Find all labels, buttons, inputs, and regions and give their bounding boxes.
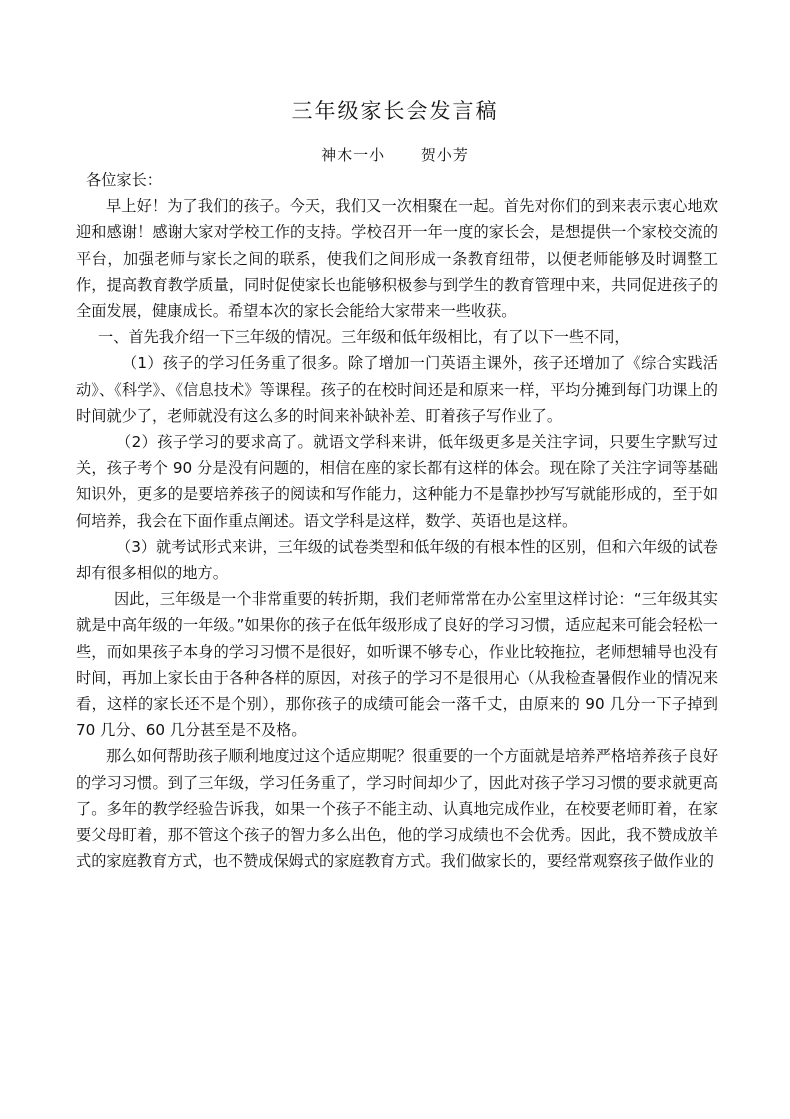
document-body — [76, 167, 718, 874]
paragraph-point-3: （3）就考试形式来讲，三年级的试卷类型和低年级的有根本性的区别，但和六年级的试卷却有很多相似的地方。 — [76, 537, 718, 583]
paragraph-habits: 那么如何帮助孩子顺利地度过这个适应期呢？很重要的一个方面就是培养严格培养孩子良好的学习习惯。到了三年级，学习任务重了，学习时间却少了，因此对孩子学习习惯的要求就更高了。多年的教学经验告诉我，如果一个孩子不能主动、认真地完成作业，在校要老师盯着，在家要父母盯着，那不管这个孩子的智力多么出色，他的学习成绩也不会优秀。因此，我不赞成放羊式的家庭教育方式，也不赞成保姆式的家庭教育方式。我们做家长的，要经常观察孩子做作业的 — [76, 747, 718, 871]
paragraph-point-2: （2）孩子学习的要求高了。就语文学科来讲，低年级更多是关注字词，只要生字默写过关，孩子考个 90 分是没有问题的，相信在座的家长都有这样的体会。现在除了关注字词等基础知识外，更多的是要培养孩子的阅读和写作能力，这种能力不是靠抄抄写写就能形成的，至于如何培养，我会在下面作重点阐述。语文学科是这样，数学、英语也是这样。 — [76, 433, 718, 530]
paragraph-point-1: （1）孩子的学习任务重了很多。除了增加一门英语主课外，孩子还增加了《综合实践活动》、《科学》、《信息技术》等课程。孩子的在校时间还是和原来一样，平均分摊到每门功课上的时间就少了，老师就没有这么多的时间来补缺补差、盯着孩子写作业了。 — [76, 354, 718, 425]
byline — [0, 143, 790, 167]
document-title: 三年级家长会发言稿 — [291, 99, 499, 123]
paragraph-therefore: 因此，三年级是一个非常重要的转折期，我们老师常常在办公室里这样讨论：“三年级其实就是中高年级的一年级。”如果你的孩子在低年级形成了良好的学习习惯，适应起来可能会轻松一些，而如果孩子本身的学习习惯不是很好，如听课不够专心，作业比较拖拉，老师想辅导也没有时间，再加上家长由于各种各样的原因，对孩子的学习不是很用心（从我检查暑假作业的情况来看，这样的家长还不是个别），那你孩子的成绩可能会一落千丈，由原来的 90 几分一下子掉到 70 几分、60 几分甚至是不及格。 — [76, 590, 718, 740]
school-name: 神木一小 — [321, 146, 386, 164]
paragraph-greeting: 早上好！为了我们的孩子。今天，我们又一次相聚在一起。首先对你们的到来表示衷心地欢迎和感谢！感谢大家对学校工作的支持。学校召开一年一度的家长会，是想提供一个家校交流的平台，加强老师与家长之间的联系，使我们之间形成一条教育纽带，以便老师能够及时调整工作，提高教育教学质量，同时促使家长也能够积极参与到学生的教育管理中来，共同促进孩子的全面发展，健康成长。希望本次的家长会能给大家带来一些收获。 — [76, 197, 718, 321]
author-name: 贺小芳 — [420, 146, 469, 164]
paragraph-section-one: 一、首先我介绍一下三年级的情况。三年级和低年级相比，有了以下一些不同， — [98, 328, 630, 347]
salutation: 各位家长： — [86, 171, 162, 189]
